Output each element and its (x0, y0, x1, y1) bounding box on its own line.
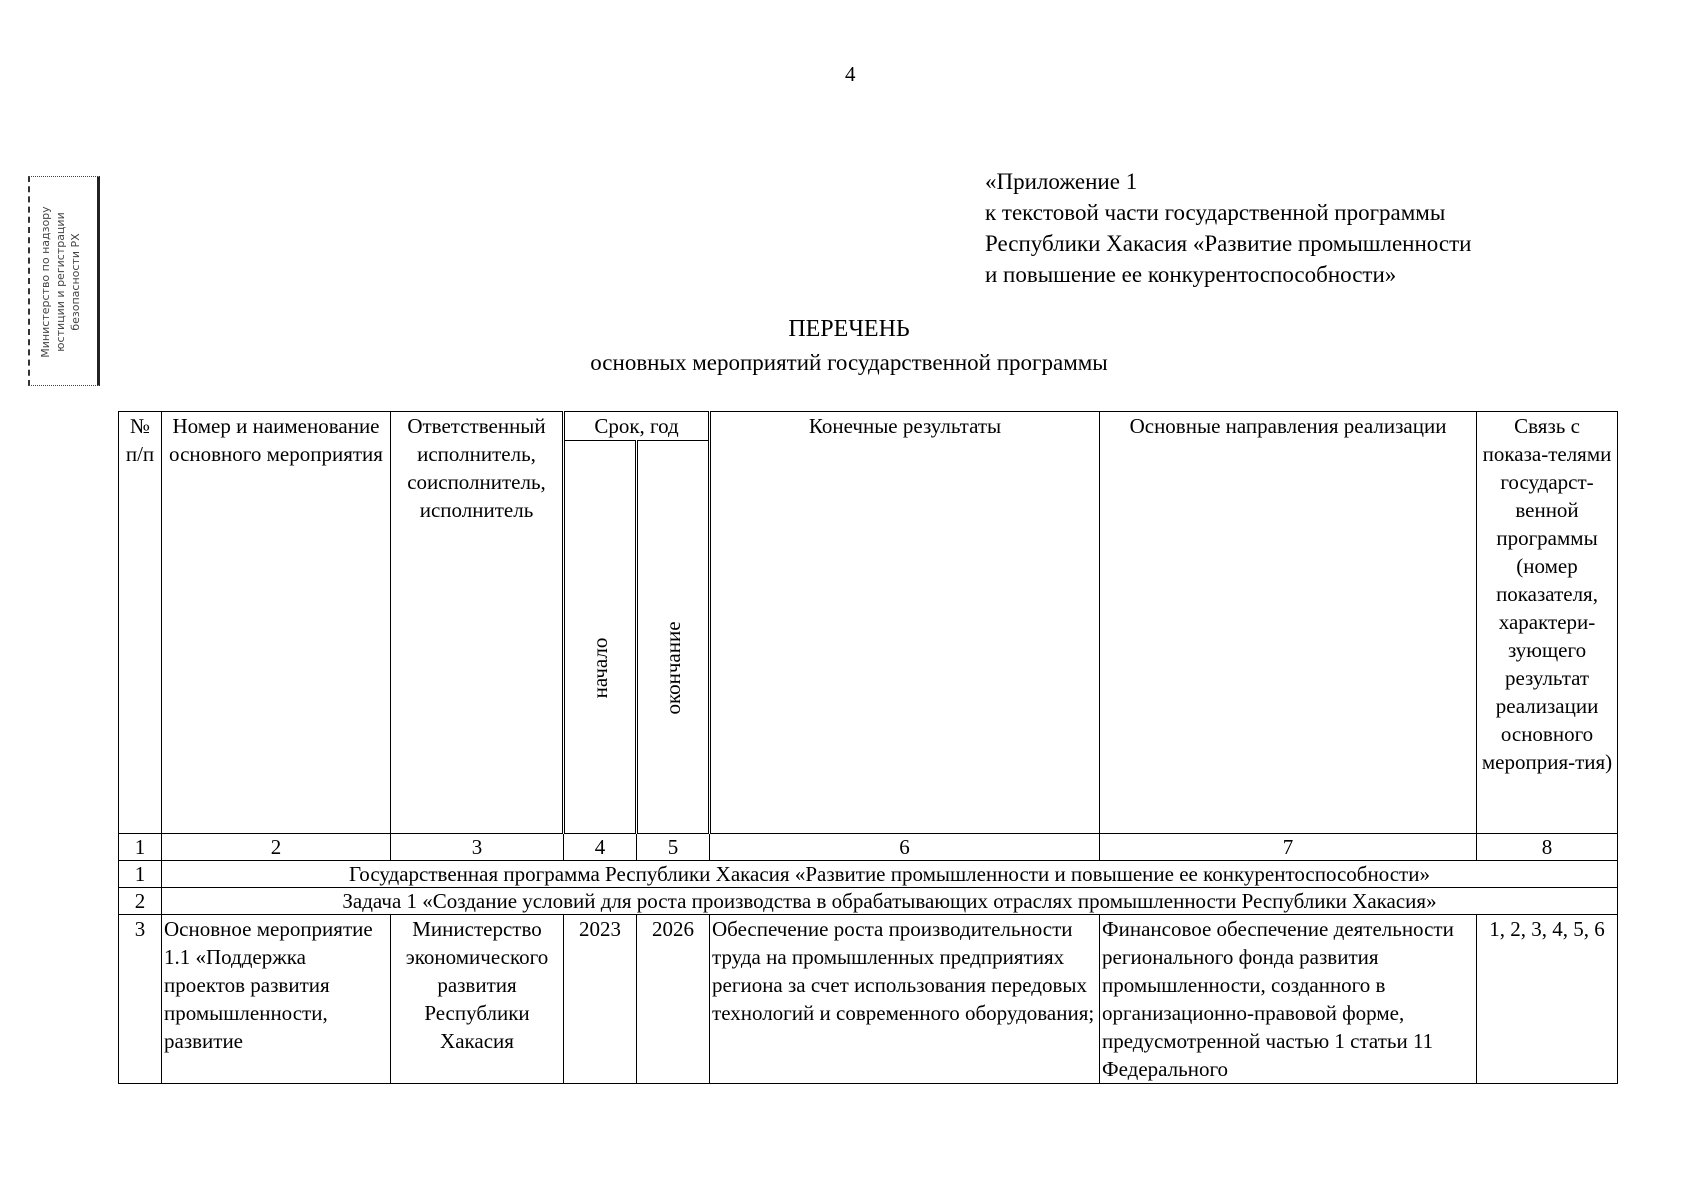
program-row-num: 1 (119, 861, 162, 888)
column-number: 4 (564, 834, 637, 861)
program-row-text: Государственная программа Республики Хакасия «Развитие промышленности и повышение ее конкурентоспособности» (162, 861, 1618, 888)
column-number: 6 (710, 834, 1100, 861)
column-number: 5 (637, 834, 710, 861)
row-link: 1, 2, 3, 4, 5, 6 (1477, 915, 1618, 1084)
header-results: Конечные результаты (710, 412, 1100, 834)
task-row (119, 888, 1618, 915)
header-row (119, 412, 1618, 441)
header-end: окончание (661, 621, 685, 715)
stamp-line: юстиции и регистрации (54, 212, 67, 352)
appendix-line: Республики Хакасия «Развитие промышленности (985, 231, 1472, 256)
document-subtitle: основных мероприятий государственной программы (590, 350, 1108, 375)
column-number: 1 (119, 834, 162, 861)
appendix-line: и повышение ее конкурентоспособности» (985, 262, 1397, 287)
header-name: Номер и наименование основного мероприятия (162, 412, 391, 834)
row-executor: Министерство экономического развития Республики Хакасия (391, 915, 564, 1084)
row-directions: Финансовое обеспечение деятельности регионального фонда развития промышленности, созданного в организационно-правовой форме, предусмотренной частью 1 статьи 11 Федерального (1100, 915, 1477, 1084)
task-row-num: 2 (119, 888, 162, 915)
row-name: Основное мероприятие 1.1 «Поддержка проектов развития промышленности, развитие (162, 915, 391, 1084)
appendix-note (985, 166, 1471, 290)
column-number: 2 (162, 834, 391, 861)
stamp-line: безопасности РХ (69, 233, 82, 331)
program-row (119, 861, 1618, 888)
appendix-line: «Приложение 1 (985, 169, 1138, 194)
column-numbers-row (119, 834, 1618, 861)
row-results: Обеспечение роста производительности труда на промышленных предприятиях региона за счет использования передовых технологий и современного оборудования; (710, 915, 1100, 1084)
row-start: 2023 (564, 915, 637, 1084)
column-number: 8 (1477, 834, 1618, 861)
header-directions: Основные направления реализации (1100, 412, 1477, 834)
appendix-line: к текстовой части государственной программы (985, 200, 1446, 225)
column-number: 7 (1100, 834, 1477, 861)
header-executor: Ответственный исполнитель, соисполнитель, исполнитель (391, 412, 564, 834)
header-end-cell (637, 441, 710, 834)
header-num: № п/п (119, 412, 162, 834)
row-num: 3 (119, 915, 162, 1084)
task-row-text: Задача 1 «Создание условий для роста производства в обрабатывающих отраслях промышленности Республики Хакасия» (162, 888, 1618, 915)
row-end: 2026 (637, 915, 710, 1084)
header-start-cell (564, 441, 637, 834)
table-row (119, 915, 1618, 1084)
column-number: 3 (391, 834, 564, 861)
page-number: 4 (845, 62, 856, 86)
measures-table (118, 411, 1618, 1084)
stamp-line: Министерство по надзору (39, 206, 52, 358)
header-link: Связь с показа-телями государст-венной программы (номер показателя, характери-зующего результат реализации основного мероприя-тия) (1477, 412, 1618, 834)
header-start: начало (588, 637, 612, 699)
header-term: Срок, год (564, 412, 710, 441)
document-title: ПЕРЕЧЕНЬ (788, 316, 910, 342)
